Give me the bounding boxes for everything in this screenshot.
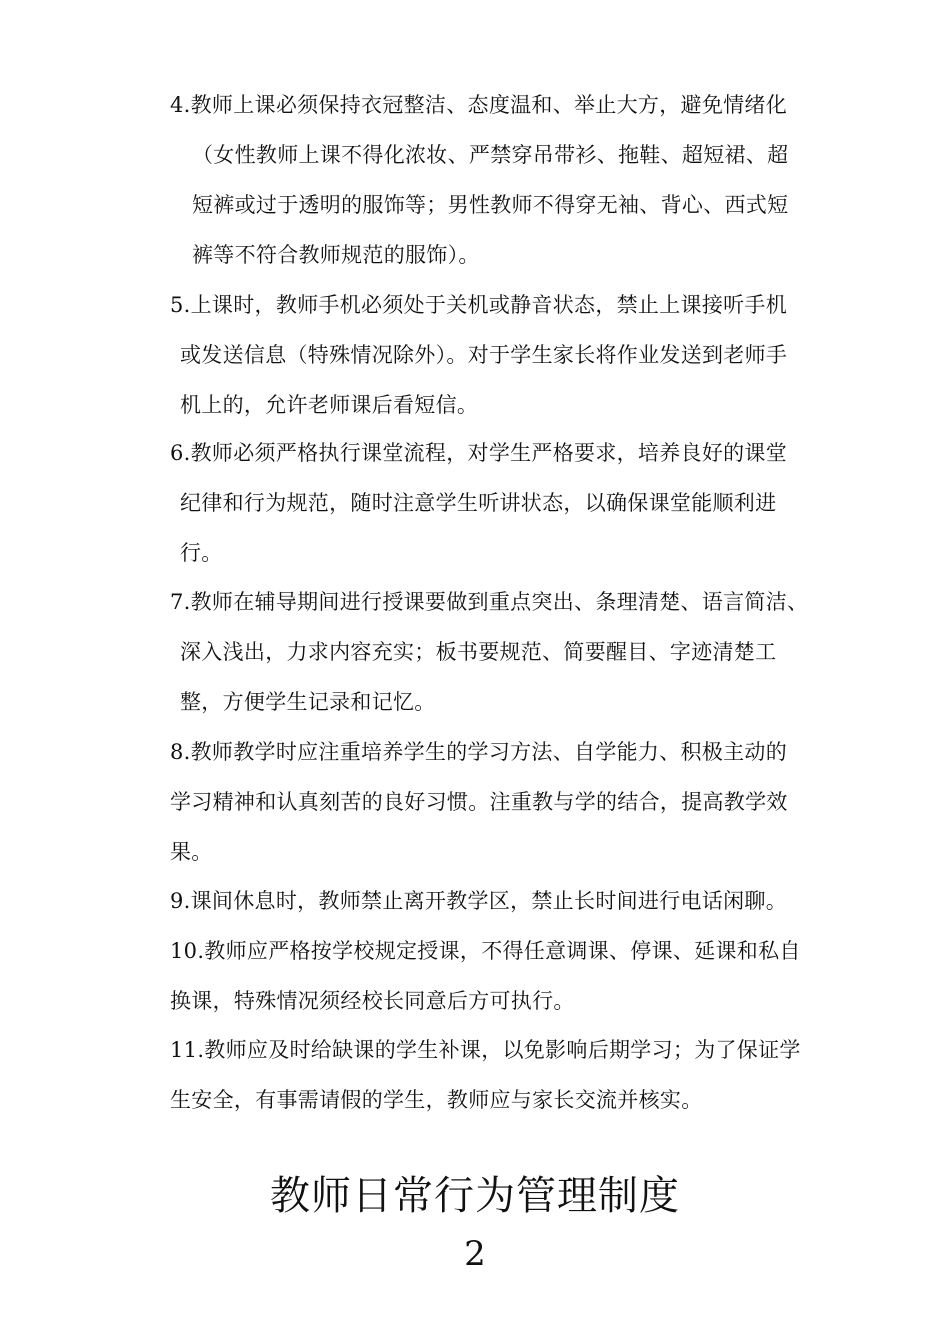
rule-item-7 [170,577,820,727]
rule-line: 行。 [180,541,223,565]
rule-line: 或发送信息（特殊情况除外）。对于学生家长将作业发送到老师手 [180,343,788,367]
rule-line: 7.教师在辅导期间进行授课要做到重点突出、条理清楚、语言简洁、 [170,590,809,614]
rule-line: 9.课间休息时，教师禁止离开教学区，禁止长时间进行电话闲聊。 [170,889,788,913]
rule-line: 5.上课时，教师手机必须处于关机或静音状态，禁止上课接听手机 [170,293,788,317]
rule-line: 8.教师教学时应注重培养学生的学习方法、自学能力、积极主动的 [170,740,788,764]
rule-line: 11.教师应及时给缺课的学生补课，以免影响后期学习；为了保证学 [170,1038,801,1062]
rule-item-11 [170,1025,820,1125]
rule-line: 6.教师必须严格执行课堂流程，对学生严格要求，培养良好的课堂 [170,441,788,465]
rule-line: 生安全，有事需请假的学生，教师应与家长交流并核实。 [170,1088,703,1112]
rule-line: 整，方便学生记录和记忆。 [180,690,436,714]
rule-line: 深入浅出，力求内容充实；板书要规范、简要醒目、字迹清楚工 [180,640,777,664]
rule-line: 纪律和行为规范，随时注意学生听讲状态，以确保课堂能顺利进 [180,491,777,515]
rule-item-8 [170,727,820,877]
document-title: 教师日常行为管理制度 [270,1173,680,1219]
rule-item-9 [170,876,820,926]
rule-item-6 [170,428,820,578]
rule-line: 机上的，允许老师课后看短信。 [180,393,479,417]
rule-item-5 [170,280,820,430]
rule-line: 10.教师应严格按学校规定授课，不得任意调课、停课、延课和私自 [170,939,801,963]
rule-item-10 [170,926,820,1026]
rule-line: 学习精神和认真刻苦的良好习惯。注重教与学的结合，提高教学效 [170,790,788,814]
rule-line: （女性教师上课不得化浓妆、严禁穿吊带衫、拖鞋、超短裙、超 [192,143,789,167]
rule-line: 短裤或过于透明的服饰等；男性教师不得穿无袖、背心、西式短 [192,193,789,217]
rule-line: 裤等不符合教师规范的服饰）。 [192,243,480,267]
rule-line: 果。 [170,840,213,864]
rule-line: 4.教师上课必须保持衣冠整洁、态度温和、举止大方，避免情绪化 [170,93,788,117]
page-number: 2 [464,1234,486,1274]
rule-item-4 [170,80,820,280]
rule-line: 换课，特殊情况须经校长同意后方可执行。 [170,989,575,1013]
